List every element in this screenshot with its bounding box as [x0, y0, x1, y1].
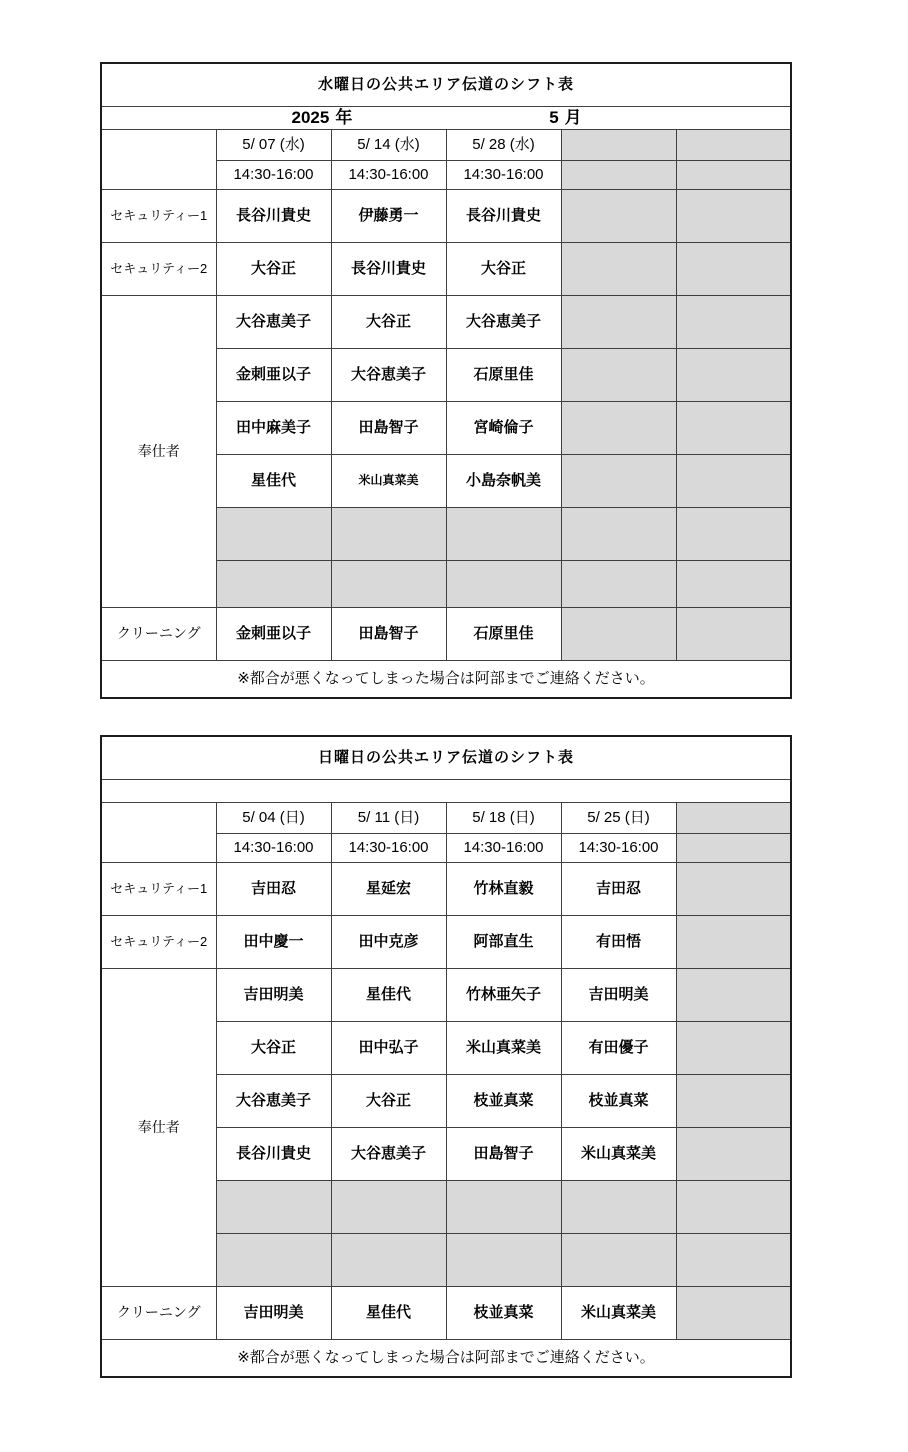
year-month-wrap	[102, 109, 790, 128]
shift-cell: 有田優子	[561, 1022, 676, 1075]
shift-cell: 長谷川貴史	[216, 1128, 331, 1181]
empty-cell	[561, 402, 676, 455]
shift-cell: 大谷恵美子	[446, 296, 561, 349]
empty-cell	[331, 1234, 446, 1287]
shift-cell: 大谷正	[331, 1075, 446, 1128]
row-label-security2: セキュリティー2	[101, 916, 216, 969]
row-label-cleaning: クリーニング	[101, 1287, 216, 1340]
empty-cell	[676, 1287, 791, 1340]
shift-cell: 大谷正	[216, 243, 331, 296]
empty-cell	[216, 1234, 331, 1287]
shift-cell: 阿部直生	[446, 916, 561, 969]
shift-cell: 伊藤勇一	[331, 190, 446, 243]
empty-cell	[331, 561, 446, 608]
shift-cell: 吉田明美	[216, 969, 331, 1022]
shift-cell: 田島智子	[331, 402, 446, 455]
empty-cell	[676, 296, 791, 349]
time-header: 14:30-16:00	[216, 161, 331, 190]
shift-cell: 田中慶一	[216, 916, 331, 969]
empty-cell	[331, 1181, 446, 1234]
time-header: 14:30-16:00	[561, 834, 676, 863]
shift-cell: 吉田明美	[216, 1287, 331, 1340]
shift-cell: 石原里佳	[446, 608, 561, 661]
date-header: 5/ 07 (水)	[216, 130, 331, 161]
empty-cell	[446, 1181, 561, 1234]
corner-cell	[101, 803, 216, 863]
row-label-security1: セキュリティー1	[101, 863, 216, 916]
date-header: 5/ 28 (水)	[446, 130, 561, 161]
empty-cell	[676, 243, 791, 296]
wednesday-shift-table	[100, 62, 792, 699]
empty-cell	[676, 863, 791, 916]
empty-cell	[676, 916, 791, 969]
empty-cell	[676, 130, 791, 161]
shift-cell: 米山真菜美	[561, 1287, 676, 1340]
year-month-row	[101, 107, 791, 130]
date-header: 5/ 25 (日)	[561, 803, 676, 834]
empty-cell	[676, 834, 791, 863]
year-value: 2025	[291, 107, 330, 127]
empty-cell	[676, 608, 791, 661]
corner-cell	[101, 130, 216, 190]
time-header: 14:30-16:00	[446, 161, 561, 190]
shift-cell: 石原里佳	[446, 349, 561, 402]
shift-cell: 星延宏	[331, 863, 446, 916]
shift-cell: 星佳代	[216, 455, 331, 508]
shift-cell: 竹林直毅	[446, 863, 561, 916]
shift-cell: 小島奈帆美	[446, 455, 561, 508]
empty-cell	[676, 561, 791, 608]
shift-cell: 田中弘子	[331, 1022, 446, 1075]
empty-cell	[446, 1234, 561, 1287]
shift-cell: 金刺亜以子	[216, 349, 331, 402]
empty-cell	[676, 1022, 791, 1075]
empty-cell	[561, 349, 676, 402]
row-label-security2: セキュリティー2	[101, 243, 216, 296]
shift-cell: 吉田忍	[216, 863, 331, 916]
shift-cell: 長谷川貴史	[331, 243, 446, 296]
empty-cell	[216, 561, 331, 608]
note-text: ※都合が悪くなってしまった場合は阿部までご連絡ください。	[101, 661, 791, 699]
shift-cell: 有田悟	[561, 916, 676, 969]
empty-cell	[676, 402, 791, 455]
shift-cell: 大谷恵美子	[331, 349, 446, 402]
time-header: 14:30-16:00	[446, 834, 561, 863]
empty-cell	[561, 508, 676, 561]
shift-cell: 米山真菜美	[561, 1128, 676, 1181]
date-header: 5/ 04 (日)	[216, 803, 331, 834]
blank-subheader-row	[101, 780, 791, 803]
month-unit: 月	[564, 107, 582, 127]
empty-cell	[676, 1075, 791, 1128]
sunday-shift-table	[100, 735, 792, 1378]
shift-cell: 吉田明美	[561, 969, 676, 1022]
shift-cell: 田中克彦	[331, 916, 446, 969]
shift-cell: 枝並真菜	[446, 1075, 561, 1128]
shift-cell: 竹林亜矢子	[446, 969, 561, 1022]
shift-cell: 星佳代	[331, 969, 446, 1022]
empty-cell	[676, 455, 791, 508]
shift-cell: 大谷恵美子	[216, 1075, 331, 1128]
empty-cell	[676, 349, 791, 402]
ym-spacer	[102, 109, 217, 128]
empty-cell	[676, 1181, 791, 1234]
shift-cell: 枝並真菜	[446, 1287, 561, 1340]
row-label-servant: 奉仕者	[101, 969, 216, 1287]
empty-cell	[561, 130, 676, 161]
date-header: 5/ 14 (水)	[331, 130, 446, 161]
shift-cell: 田中麻美子	[216, 402, 331, 455]
empty-cell	[676, 1128, 791, 1181]
shift-cell: 吉田忍	[561, 863, 676, 916]
time-header: 14:30-16:00	[331, 834, 446, 863]
empty-cell	[676, 969, 791, 1022]
empty-cell	[561, 243, 676, 296]
empty-cell	[676, 161, 791, 190]
table-title: 日曜日の公共エリア伝道のシフト表	[101, 736, 791, 780]
shift-cell: 大谷恵美子	[216, 296, 331, 349]
shift-cell: 米山真菜美	[331, 455, 446, 508]
ym-spacer	[675, 109, 790, 128]
empty-cell	[676, 190, 791, 243]
empty-cell	[676, 508, 791, 561]
empty-cell	[561, 561, 676, 608]
shift-cell: 田島智子	[446, 1128, 561, 1181]
shift-cell: 大谷正	[216, 1022, 331, 1075]
shift-cell: 田島智子	[331, 608, 446, 661]
shift-cell: 大谷恵美子	[331, 1128, 446, 1181]
shift-cell: 米山真菜美	[446, 1022, 561, 1075]
empty-cell	[216, 1181, 331, 1234]
empty-cell	[561, 296, 676, 349]
note-text: ※都合が悪くなってしまった場合は阿部までご連絡ください。	[101, 1340, 791, 1378]
row-label-servant: 奉仕者	[101, 296, 216, 608]
row-label-security1: セキュリティー1	[101, 190, 216, 243]
empty-cell	[676, 803, 791, 834]
shift-cell: 金刺亜以子	[216, 608, 331, 661]
shift-cell: 大谷正	[446, 243, 561, 296]
empty-cell	[331, 508, 446, 561]
empty-cell	[216, 508, 331, 561]
shift-cell: 長谷川貴史	[446, 190, 561, 243]
month-value: 5	[549, 107, 559, 127]
empty-cell	[561, 161, 676, 190]
table-title: 水曜日の公共エリア伝道のシフト表	[101, 63, 791, 107]
date-header: 5/ 18 (日)	[446, 803, 561, 834]
date-header: 5/ 11 (日)	[331, 803, 446, 834]
empty-cell	[561, 1234, 676, 1287]
shift-cell: 星佳代	[331, 1287, 446, 1340]
time-header: 14:30-16:00	[216, 834, 331, 863]
empty-cell	[561, 608, 676, 661]
empty-cell	[446, 508, 561, 561]
empty-cell	[561, 1181, 676, 1234]
row-label-cleaning: クリーニング	[101, 608, 216, 661]
shift-cell: 大谷正	[331, 296, 446, 349]
empty-cell	[676, 1234, 791, 1287]
shift-cell: 長谷川貴史	[216, 190, 331, 243]
shift-cell: 枝並真菜	[561, 1075, 676, 1128]
empty-cell	[446, 561, 561, 608]
shift-cell: 宮崎倫子	[446, 402, 561, 455]
empty-cell	[561, 190, 676, 243]
time-header: 14:30-16:00	[331, 161, 446, 190]
year-unit: 年	[335, 107, 353, 127]
empty-cell	[561, 455, 676, 508]
